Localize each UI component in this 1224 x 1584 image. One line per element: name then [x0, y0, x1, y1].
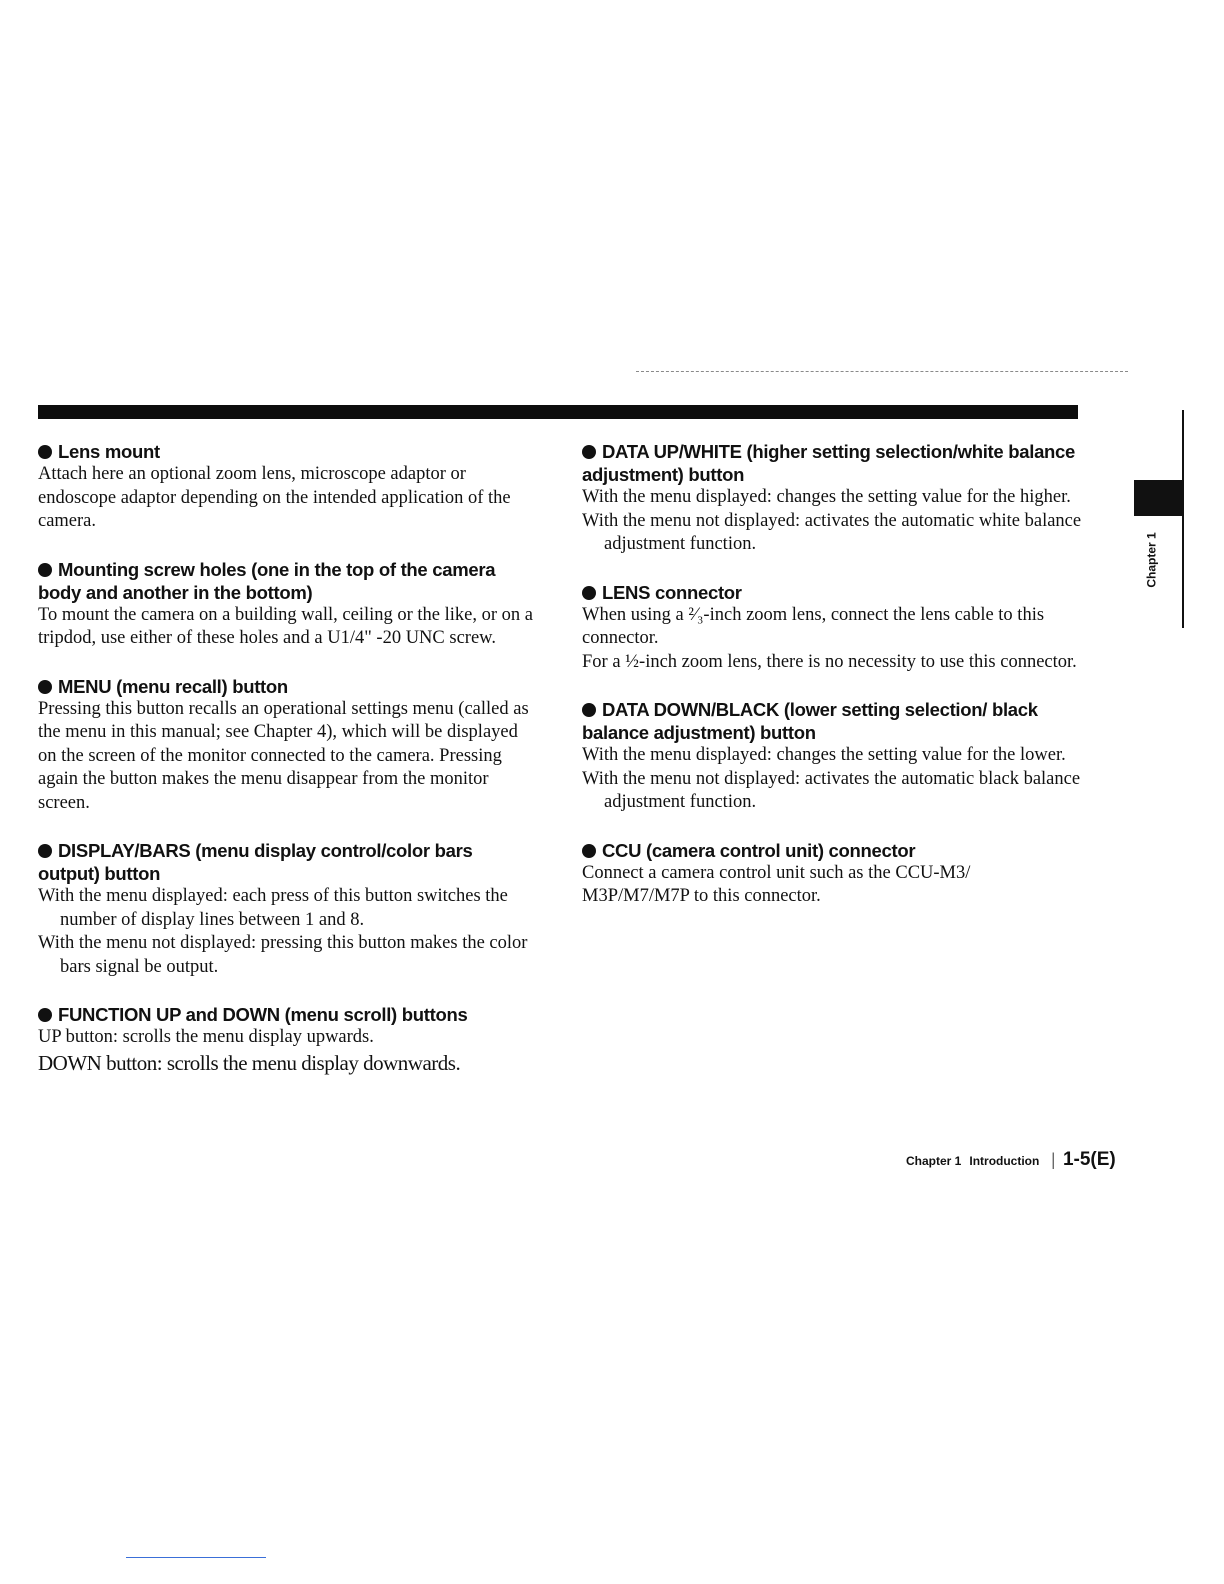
item-menu-button — [38, 675, 538, 816]
item-number-bullet-icon — [38, 563, 52, 577]
item-description: Connect a camera control unit such as the CCU-M3/ M3P/M7/M7P to this connector. — [582, 862, 971, 906]
item-heading: DATA DOWN/BLACK (lower setting selection/ black balance adjustment) button — [582, 699, 1038, 743]
item-heading: Lens mount — [38, 440, 538, 463]
header-bar — [38, 405, 1078, 419]
item-line: With the menu displayed: changes the setting value for the higher. — [582, 487, 1071, 507]
item-heading: Mounting screw holes (one in the top of the camera body and another in the bottom) — [38, 558, 496, 603]
header-dashed-rule — [636, 371, 1128, 372]
bottom-rule — [126, 1557, 266, 1558]
page-number: 1-5(E) — [1062, 1149, 1116, 1170]
chapter-side-label — [1136, 520, 1168, 600]
footer-chapter: Chapter 1 — [906, 1154, 962, 1168]
left-column — [38, 440, 538, 1101]
item-description: Pressing this button recalls an operational settings menu (called as the menu in this manual; see Chapter 4), which will be displayed on the screen of the monitor connected to the camera. Pressing again the button makes the menu disappear from the monitor screen. — [38, 698, 529, 813]
footer-section: Introduction — [969, 1154, 1040, 1168]
chapter-thumb-tab — [1134, 480, 1183, 516]
item-number-bullet-icon — [38, 1008, 52, 1022]
item-heading: FUNCTION UP and DOWN (menu scroll) buttons — [38, 1003, 538, 1026]
item-function-up-down-buttons — [38, 1003, 538, 1077]
item-line: With the menu displayed: each press of this button switches the number of display lines between 1 and 8. — [38, 886, 508, 930]
item-number-bullet-icon — [582, 586, 596, 600]
page-footer — [906, 1149, 1146, 1173]
item-heading: DISPLAY/BARS (menu display control/color bars output) button — [38, 840, 473, 884]
footer-separator: | — [1051, 1149, 1055, 1169]
item-number-bullet-icon — [582, 844, 596, 858]
item-description: When using a ²⁄₃-inch zoom lens, connect the lens cable to this connector. — [582, 604, 1045, 648]
item-data-up-white-button — [582, 440, 1082, 557]
item-line: With the menu not displayed: activates the automatic black balance adjustment function. — [582, 768, 1081, 812]
item-number-bullet-icon — [582, 445, 596, 459]
item-line: UP button: scrolls the menu display upwards. — [38, 1027, 374, 1047]
item-data-down-black-button — [582, 698, 1082, 815]
item-line: With the menu displayed: changes the setting value for the lower. — [582, 745, 1066, 765]
item-mounting-screw-holes — [38, 558, 538, 651]
item-heading: LENS connector — [582, 581, 1082, 604]
item-heading: DATA UP/WHITE (higher setting selection/white balance adjustment) button — [582, 441, 1076, 485]
item-lens-mount — [38, 440, 538, 534]
right-column — [582, 440, 1082, 933]
item-description: To mount the camera on a building wall, ceiling or the like, or on a tripdod, use either of these holes and a U1/4" -20 UNC screw. — [38, 604, 533, 648]
item-heading: CCU (camera control unit) connector — [582, 839, 1082, 862]
item-number-bullet-icon — [582, 703, 596, 717]
item-line: With the menu not displayed: activates the automatic white balance adjustment function. — [582, 510, 1082, 554]
item-number-bullet-icon — [38, 844, 52, 858]
item-lens-connector — [582, 581, 1082, 675]
chapter-side-rule — [1182, 410, 1184, 628]
item-line: With the menu not displayed: pressing this button makes the color bars signal be output. — [38, 933, 528, 977]
item-line: DOWN button: scrolls the menu display downwards. — [38, 1050, 461, 1075]
item-display-bars-button — [38, 839, 538, 979]
item-number-bullet-icon — [38, 680, 52, 694]
item-description: For a ½-inch zoom lens, there is no necessity to use this connector. — [582, 651, 1077, 672]
item-number-bullet-icon — [38, 445, 52, 459]
chapter-side-label-text: Chapter 1 — [1145, 532, 1160, 588]
item-description: Attach here an optional zoom lens, microscope adaptor or endoscope adaptor depending on the intended application of the camera. — [38, 464, 511, 531]
item-heading: MENU (menu recall) button — [38, 675, 538, 698]
item-ccu-connector — [582, 839, 1082, 909]
